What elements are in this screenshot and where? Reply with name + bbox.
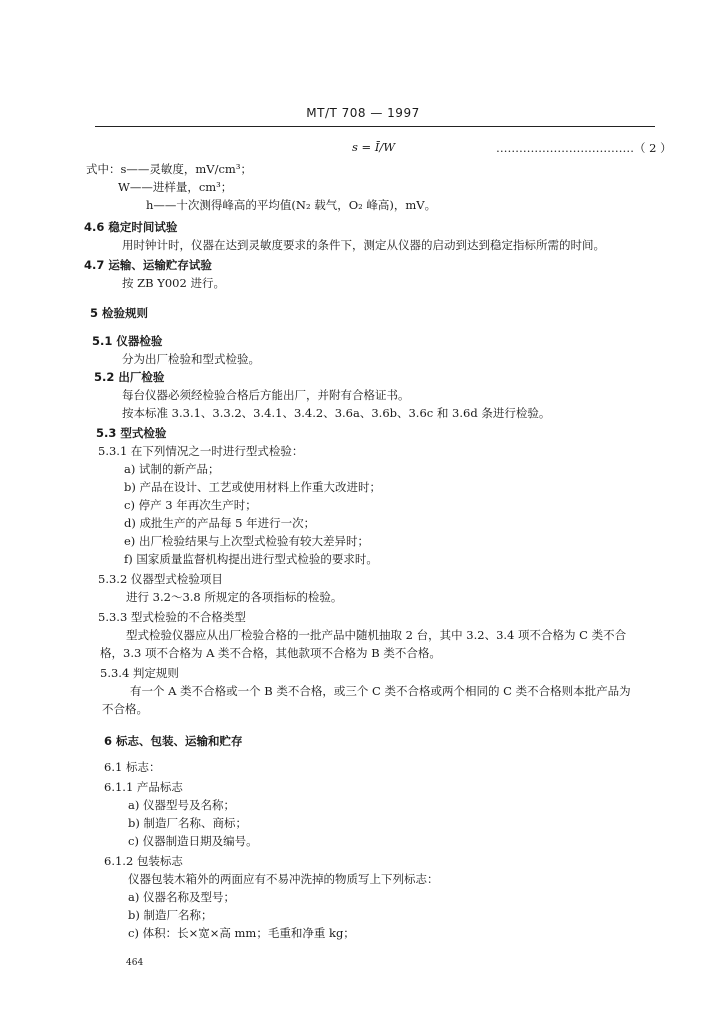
text-line: 用时钟计时，仪器在达到灵敏度要求的条件下，测定从仪器的启动到达到稳定指标所需的时间。 xyxy=(122,238,605,252)
text-line: 6.1.1 产品标志 xyxy=(104,780,183,794)
text-line: 6.1.2 包装标志 xyxy=(104,854,183,868)
text-line: W——进样量，cm³； xyxy=(118,180,233,194)
text-line: 有一个 A 类不合格或一个 B 类不合格，或三个 C 类不合格或两个相同的 C 类不合格则本批产品为 xyxy=(130,684,631,698)
text-line: a) 试制的新产品； xyxy=(124,462,220,476)
text-line: a) 仪器名称及型号； xyxy=(128,890,235,904)
formula: s = Ī/W xyxy=(352,140,396,154)
text-line: a) 仪器型号及名称； xyxy=(128,798,235,812)
text-line: 5.3.3 型式检验的不合格类型 xyxy=(98,610,246,624)
section-heading: 4.6 稳定时间试验 xyxy=(84,220,178,234)
text-line: f) 国家质量监督机构提出进行型式检验的要求时。 xyxy=(124,552,378,566)
text-line: 每台仪器必须经检验合格后方能出厂，并附有合格证书。 xyxy=(122,388,410,402)
text-line: 6.1 标志： xyxy=(104,760,161,774)
text-line: b) 制造厂名称、商标； xyxy=(128,816,248,830)
text-line: 按本标准 3.3.1、3.3.2、3.4.1、3.4.2、3.6a、3.6b、3.6c 和 3.6d 条进行检验。 xyxy=(122,406,551,420)
text-line: 5.3.4 判定规则 xyxy=(100,666,179,680)
text-line: e) 出厂检验结果与上次型式检验有较大差异时； xyxy=(124,534,369,548)
text-line: b) 产品在设计、工艺或使用材料上作重大改进时； xyxy=(124,480,382,494)
text-line: h——十次测得峰高的平均值(N₂ 载气，O₂ 峰高)，mV。 xyxy=(146,198,437,212)
text-line: d) 成批生产的产品每 5 年进行一次； xyxy=(124,516,316,530)
text-line: c) 仪器制造日期及编号。 xyxy=(128,834,258,848)
section-heading: 5.1 仪器检验 xyxy=(92,334,163,348)
page-number: 464 xyxy=(126,958,144,968)
text-line: 5.3.2 仪器型式检验项目 xyxy=(98,572,223,586)
text-line: c) 体积：长×宽×高 mm；毛重和净重 kg； xyxy=(128,926,355,940)
section-heading: 5.2 出厂检验 xyxy=(94,370,165,384)
section-heading: 4.7 运输、运输贮存试验 xyxy=(84,258,212,272)
text-line: c) 停产 3 年再次生产时； xyxy=(124,498,257,512)
running-header: MT/T 708 — 1997 xyxy=(306,106,420,120)
section-heading: 5.3 型式检验 xyxy=(96,426,167,440)
section-heading: 6 标志、包装、运输和贮存 xyxy=(104,734,243,748)
text-line: b) 制造厂名称； xyxy=(128,908,213,922)
text-line: 型式检验仪器应从出厂检验合格的一批产品中随机抽取 2 台，其中 3.2、3.4 项不合格为 C 类不合 xyxy=(126,628,627,642)
text-line: 按 ZB Y002 进行。 xyxy=(122,276,225,290)
text-line: 格，3.3 项不合格为 A 类不合格，其他款项不合格为 B 类不合格。 xyxy=(100,646,441,660)
section-heading: 5 检验规则 xyxy=(90,306,149,320)
formula-number: ………………………………（ 2 ） xyxy=(496,141,672,155)
text-line: 不合格。 xyxy=(102,702,148,716)
text-line: 进行 3.2～3.8 所规定的各项指标的检验。 xyxy=(126,590,343,604)
text-line: 式中：s——灵敏度，mV/cm³； xyxy=(86,162,252,176)
text-line: 仪器包装木箱外的两面应有不易冲洗掉的物质写上下列标志： xyxy=(128,872,439,886)
header-rule xyxy=(95,126,655,127)
text-line: 5.3.1 在下列情况之一时进行型式检验： xyxy=(98,444,304,458)
text-line: 分为出厂检验和型式检验。 xyxy=(122,352,260,366)
